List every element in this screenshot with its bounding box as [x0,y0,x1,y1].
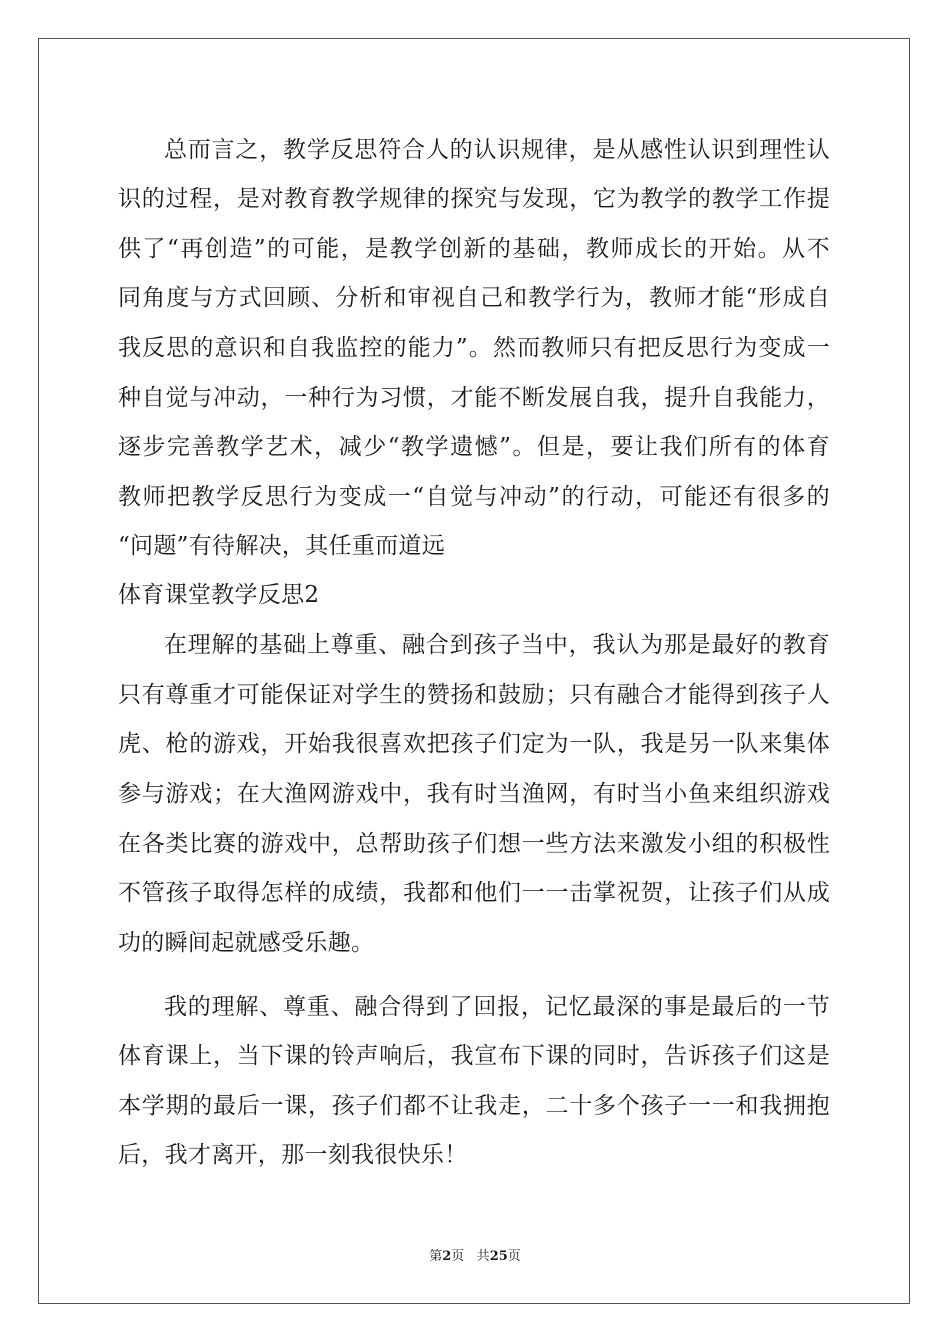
page-footer [0,1248,950,1266]
paragraph-line: 虎、枪的游戏，开始我很喜欢把孩子们定为一队，我是另一队来集体 [118,731,830,757]
footer-page-suffix: 页 [451,1249,465,1264]
paragraph-line: 逐步完善教学艺术，减少“教学遗憾”。但是，要让我们所有的体育 [118,434,830,460]
paragraph-line: 同角度与方式回顾、分析和审视自己和教学行为，教师才能“形成自 [118,285,830,311]
paragraph-line: 在理解的基础上尊重、融合到孩子当中，我认为那是最好的教育 [164,632,830,658]
paragraph-line: 识的过程，是对教育教学规律的探究与发现，它为教学的教学工作提 [118,186,830,212]
paragraph-line: 本学期的最后一课，孩子们都不让我走，二十多个孩子一一和我拥抱 [118,1093,830,1119]
paragraph-line: 教师把教学反思行为变成一“自觉与冲动”的行动，可能还有很多的 [118,484,830,510]
footer-page-number: 2 [442,1249,452,1264]
paragraph-line: 我反思的意识和自我监控的能力”。然而教师只有把反思行为变成一 [118,335,830,361]
paragraph-line: 不管孩子取得怎样的成绩，我都和他们一一击掌祝贺，让孩子们从成 [118,880,830,906]
paragraph-line: 我的理解、尊重、融合得到了回报，记忆最深的事是最后的一节 [164,994,830,1020]
paragraph-line: “问题”有待解决，其任重而道远 [118,533,446,559]
paragraph-line: 只有尊重才可能保证对学生的赞扬和鼓励；只有融合才能得到孩子人 [118,682,830,708]
paragraph-line: 后，我才离开，那一刻我很快乐！ [118,1142,468,1168]
section-heading: 体育课堂教学反思2 [118,582,320,608]
paragraph-line: 功的瞬间起就感受乐趣。 [118,930,375,956]
paragraph-line: 种自觉与冲动，一种行为习惯，才能不断发展自我，提升自我能力， [118,385,830,411]
paragraph-line: 总而言之，教学反思符合人的认识规律，是从感性认识到理性认 [164,137,830,163]
paragraph-line: 参与游戏；在大渔网游戏中，我有时当渔网，有时当小鱼来组织游戏 [118,781,830,807]
paragraph-line: 体育课上，当下课的铃声响后，我宣布下课的同时，告诉孩子们这是 [118,1043,830,1069]
paragraph-line: 供了“再创造”的可能，是教学创新的基础，教师成长的开始。从不 [118,236,830,262]
footer-total-pages: 25 [489,1249,508,1264]
footer-total-suffix: 页 [507,1249,521,1264]
paragraph-line: 在各类比赛的游戏中，总帮助孩子们想一些方法来激发小组的积极性 [118,831,830,857]
footer-prefix: 第 [429,1249,443,1264]
footer-total-prefix: 共 [476,1249,490,1264]
